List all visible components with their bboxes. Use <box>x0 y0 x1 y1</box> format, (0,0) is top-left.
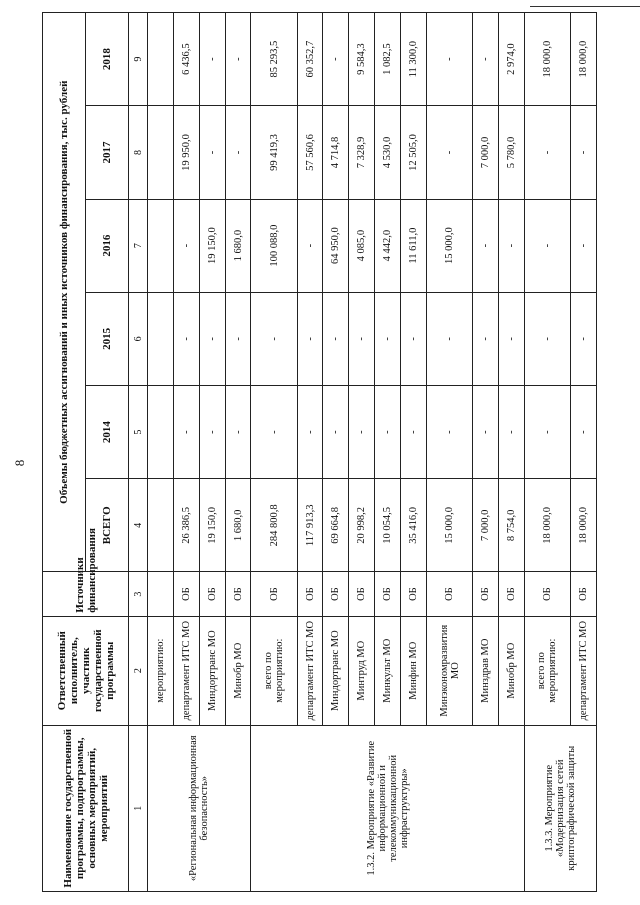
amount-cell: - <box>199 13 225 106</box>
header-year: 2018 <box>86 13 129 106</box>
source-cell <box>148 572 174 616</box>
source-cell: ОБ <box>498 572 524 616</box>
amount-cell: - <box>251 385 297 478</box>
source-cell: ОБ <box>524 572 570 616</box>
source-cell: ОБ <box>251 572 297 616</box>
amount-cell: - <box>225 292 251 385</box>
amount-cell: 5 780,0 <box>498 106 524 199</box>
amount-cell: 15 000,0 <box>426 199 472 292</box>
amount-cell: - <box>199 106 225 199</box>
amount-cell: 1 680,0 <box>225 479 251 572</box>
amount-cell <box>148 385 174 478</box>
amount-cell: 69 664,8 <box>323 479 349 572</box>
amount-cell: - <box>401 292 427 385</box>
header-name: Наименование государственной программы, подпрограммы, основных мероприятий, мероприятий <box>43 725 129 891</box>
amount-cell: - <box>323 385 349 478</box>
header-year: 2017 <box>86 106 129 199</box>
amount-cell <box>148 199 174 292</box>
amount-cell: - <box>349 292 375 385</box>
header-year: 2016 <box>86 199 129 292</box>
amount-cell: 12 505,0 <box>401 106 427 199</box>
executor-cell: всего по мероприятию: <box>251 616 297 725</box>
amount-cell: 64 950,0 <box>323 199 349 292</box>
amount-cell: 19 150,0 <box>199 479 225 572</box>
header-executor: Ответственный исполнитель, участник государственной программы <box>43 616 129 725</box>
header-source: Источники финансирования <box>43 572 129 616</box>
amount-cell: 18 000,0 <box>524 479 570 572</box>
executor-cell: Минобр МО <box>498 616 524 725</box>
executor-cell: всего по мероприятию: <box>524 616 570 725</box>
amount-cell: - <box>571 106 597 199</box>
amount-cell: 4 714,8 <box>323 106 349 199</box>
amount-cell: - <box>225 13 251 106</box>
amount-cell: - <box>297 385 323 478</box>
amount-cell <box>148 479 174 572</box>
amount-cell: - <box>524 385 570 478</box>
amount-cell: - <box>323 13 349 106</box>
measure-name-cell: «Региональная информационная безопасность» <box>148 725 251 891</box>
index-cell: 7 <box>129 199 148 292</box>
amount-cell: 9 584,3 <box>349 13 375 106</box>
table-body <box>148 13 597 892</box>
amount-cell: - <box>225 106 251 199</box>
executor-cell: департамент ИТС МО <box>571 616 597 725</box>
executor-cell: Минфин МО <box>401 616 427 725</box>
source-cell: ОБ <box>426 572 472 616</box>
table-row <box>524 13 570 892</box>
executor-cell: департамент ИТС МО <box>173 616 199 725</box>
table-row <box>148 13 174 892</box>
amount-cell: - <box>323 292 349 385</box>
amount-cell: 2 974,0 <box>498 13 524 106</box>
amount-cell: - <box>199 292 225 385</box>
amount-cell: 19 150,0 <box>199 199 225 292</box>
amount-cell: 7 000,0 <box>473 479 499 572</box>
amount-cell: 4 442,0 <box>375 199 401 292</box>
index-cell: 1 <box>129 725 148 891</box>
executor-cell: Миндортранс МО <box>199 616 225 725</box>
executor-cell: Миндортранс МО <box>323 616 349 725</box>
measure-name-cell: 1.3.2. Мероприятие «Развитие информационной и телекоммуникационной инфраструктуры» <box>251 725 524 891</box>
amount-cell <box>148 106 174 199</box>
index-cell: 2 <box>129 616 148 725</box>
amount-cell: - <box>498 199 524 292</box>
index-cell: 5 <box>129 385 148 478</box>
index-cell: 3 <box>129 572 148 616</box>
source-cell: ОБ <box>401 572 427 616</box>
index-cell: 4 <box>129 479 148 572</box>
header-volumes: Объемы бюджетных ассигнований и иных источников финансирования, тыс. рублей <box>43 13 86 572</box>
amount-cell: 60 352,7 <box>297 13 323 106</box>
amount-cell: - <box>571 385 597 478</box>
header-year: 2015 <box>86 292 129 385</box>
amount-cell: 85 293,5 <box>251 13 297 106</box>
executor-cell: Минтруд МО <box>349 616 375 725</box>
amount-cell: - <box>349 385 375 478</box>
executor-cell: Минздрав МО <box>473 616 499 725</box>
amount-cell: 10 054,5 <box>375 479 401 572</box>
amount-cell: - <box>173 385 199 478</box>
amount-cell: - <box>426 13 472 106</box>
amount-cell: - <box>225 385 251 478</box>
source-cell: ОБ <box>375 572 401 616</box>
amount-cell: 15 000,0 <box>426 479 472 572</box>
amount-cell: - <box>473 13 499 106</box>
amount-cell: 1 082,5 <box>375 13 401 106</box>
amount-cell: 117 913,3 <box>297 479 323 572</box>
source-cell: ОБ <box>349 572 375 616</box>
amount-cell: - <box>297 292 323 385</box>
source-cell: ОБ <box>173 572 199 616</box>
amount-cell: 18 000,0 <box>524 13 570 106</box>
amount-cell: - <box>426 385 472 478</box>
amount-cell: 99 419,3 <box>251 106 297 199</box>
header-year: 2014 <box>86 385 129 478</box>
corner-rule <box>530 6 640 7</box>
amount-cell: - <box>473 199 499 292</box>
amount-cell: - <box>173 199 199 292</box>
amount-cell: 4 085,0 <box>349 199 375 292</box>
executor-cell: департамент ИТС МО <box>297 616 323 725</box>
rotated-sheet <box>42 12 597 892</box>
amount-cell: 35 416,0 <box>401 479 427 572</box>
amount-cell: 18 000,0 <box>571 13 597 106</box>
index-row <box>129 13 148 892</box>
page-number: 8 <box>12 459 27 467</box>
amount-cell: 11 300,0 <box>401 13 427 106</box>
amount-cell: - <box>173 292 199 385</box>
amount-cell: - <box>571 199 597 292</box>
source-cell: ОБ <box>199 572 225 616</box>
executor-cell: Минобр МО <box>225 616 251 725</box>
amount-cell: 284 800,8 <box>251 479 297 572</box>
amount-cell <box>148 13 174 106</box>
amount-cell: - <box>375 385 401 478</box>
amount-cell: - <box>426 292 472 385</box>
amount-cell: 7 328,9 <box>349 106 375 199</box>
amount-cell: - <box>473 292 499 385</box>
table-row <box>251 13 297 892</box>
amount-cell: - <box>524 199 570 292</box>
source-cell: ОБ <box>225 572 251 616</box>
amount-cell: - <box>401 385 427 478</box>
amount-cell: - <box>199 385 225 478</box>
amount-cell: - <box>251 292 297 385</box>
amount-cell: - <box>524 292 570 385</box>
amount-cell: 11 611,0 <box>401 199 427 292</box>
amount-cell: - <box>498 292 524 385</box>
index-cell: 8 <box>129 106 148 199</box>
amount-cell: - <box>297 199 323 292</box>
executor-cell: Минкульт МО <box>375 616 401 725</box>
amount-cell: - <box>426 106 472 199</box>
index-cell: 6 <box>129 292 148 385</box>
amount-cell: 18 000,0 <box>571 479 597 572</box>
amount-cell: 20 998,2 <box>349 479 375 572</box>
amount-cell: 19 950,0 <box>173 106 199 199</box>
amount-cell: 8 754,0 <box>498 479 524 572</box>
measure-name-cell: 1.3.3. Мероприятие «Модернизация сетей криптографической защиты <box>524 725 596 891</box>
source-cell: ОБ <box>297 572 323 616</box>
source-cell: ОБ <box>473 572 499 616</box>
executor-cell: мероприятию: <box>148 616 174 725</box>
amount-cell: 7 000,0 <box>473 106 499 199</box>
amount-cell: - <box>524 106 570 199</box>
header-total: ВСЕГО <box>86 479 129 572</box>
amount-cell: - <box>571 292 597 385</box>
amount-cell: 6 436,5 <box>173 13 199 106</box>
amount-cell: 4 530,0 <box>375 106 401 199</box>
amount-cell: 57 560,6 <box>297 106 323 199</box>
source-cell: ОБ <box>323 572 349 616</box>
amount-cell: 26 386,5 <box>173 479 199 572</box>
executor-cell: Минэкономразвития МО <box>426 616 472 725</box>
amount-cell: 100 088,0 <box>251 199 297 292</box>
amount-cell: - <box>473 385 499 478</box>
amount-cell <box>148 292 174 385</box>
source-cell: ОБ <box>571 572 597 616</box>
amount-cell: - <box>375 292 401 385</box>
budget-table <box>42 12 597 892</box>
amount-cell: 1 680,0 <box>225 199 251 292</box>
amount-cell: - <box>498 385 524 478</box>
index-cell: 9 <box>129 13 148 106</box>
